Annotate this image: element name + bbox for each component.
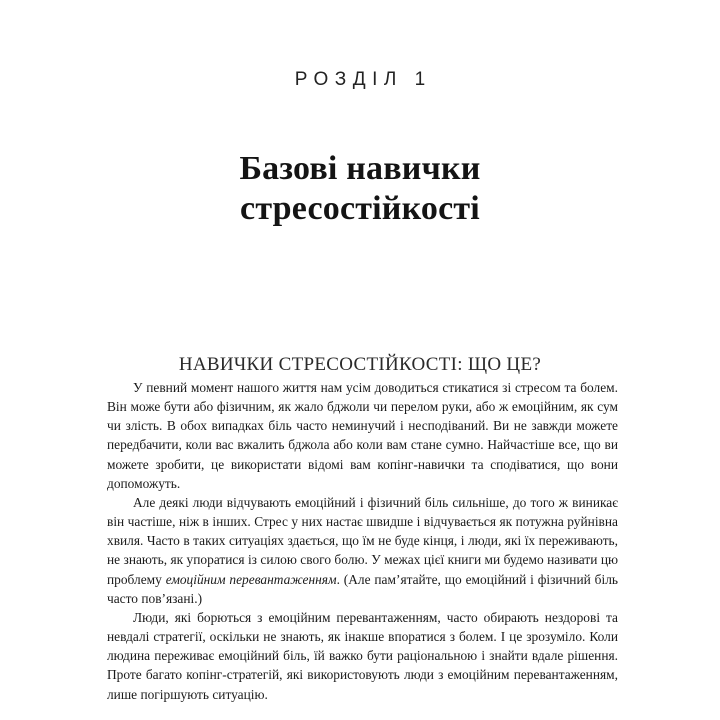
chapter-title-line-2: стресостійкості	[240, 189, 480, 227]
body-paragraph-2-part-2: . (Але пам’ятайте, що емоційний і фізичний біль часто пов’язані.)	[107, 571, 618, 606]
body-paragraph-3: Люди, які борються з емоційним перевантаженням, часто обирають нездорові та невдалі стратегії, оскільки не знають, як інакше впоратися з болем. І це зрозуміло. Коли людина переживає емоційний біль, їй важко бути раціональною і знайти вдале рішення. Проте багато копінг-стратегій, які використовують люди з емоційним перевантаженням, лише погіршують ситуацію.	[107, 609, 618, 702]
chapter-title-line-1: Базові навички	[239, 149, 481, 187]
chapter-title	[0, 149, 720, 229]
body-paragraph-2	[107, 493, 618, 608]
body-text-column	[107, 378, 618, 704]
body-paragraph-2-emphasis: емоційним перевантаженням	[165, 571, 337, 587]
body-paragraph-1: У певний момент нашого життя нам усім доводиться стикатися зі стресом та болем. Він може бути або фізичним, як жало бджоли чи перелом руки, або ж емоційним, як сум чи злість. В обох випадках біль часто неминучий і несподіваний. Ви не завжди можете передбачити, коли вас вжалить бджола або коли вам стане сумно. Найчастіше все, що ви можете зробити, це використати відомі вам копінг-навички та сподіватися, що вони допоможуть.	[107, 380, 618, 491]
chapter-label: РОЗДІЛ 1	[294, 69, 432, 90]
section-heading: НАВИЧКИ СТРЕСОСТІЙКОСТІ: ЩО ЦЕ?	[178, 353, 542, 375]
body-paragraph-2-part-1: Але деякі люди відчувають емоційний і фізичний біль сильніше, до того ж виникає він частіше, ніж в інших. Стрес у них настає швидше і відчувається як потужна руйнівна хвиля. Часто в таких ситуаціях здається, що їм не буде кінця, і люди, які їх переживають, не знають, як упоратися із силою свого болю. У межах цієї книги ми будемо називати цю проблему	[107, 494, 618, 587]
